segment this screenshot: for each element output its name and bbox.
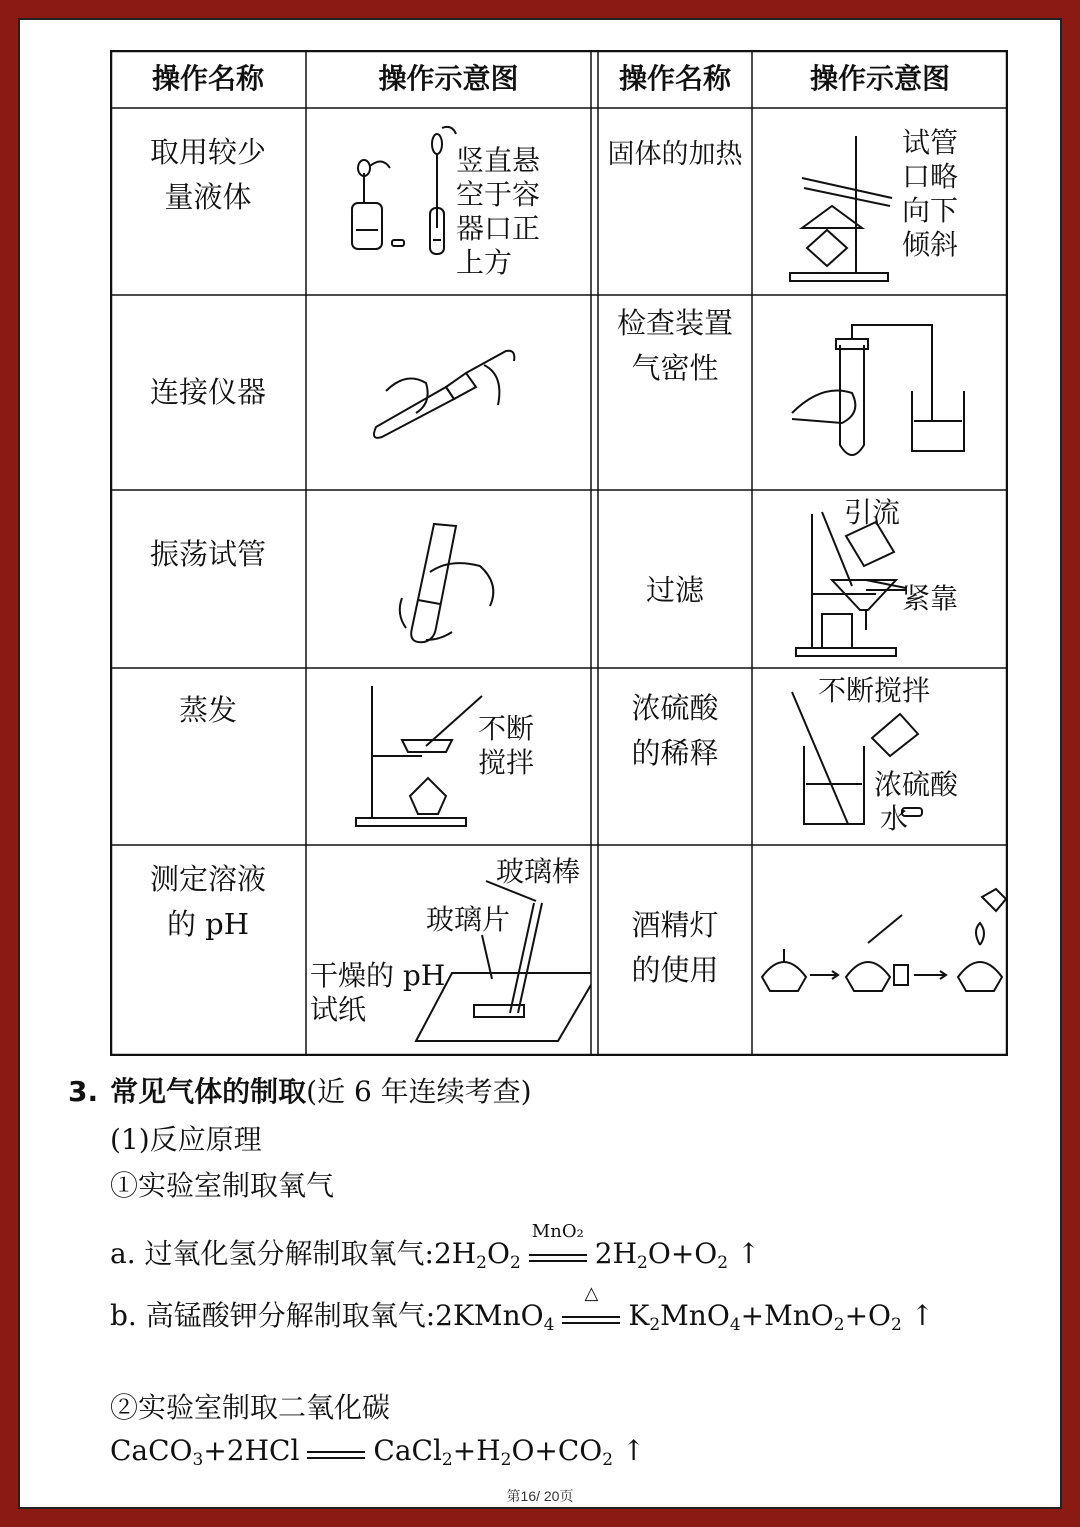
diagram-alcohol-lamp (752, 845, 1008, 1056)
label-glass-slide: 玻璃片 (426, 903, 511, 936)
label-guide-flow: 引流 (844, 496, 901, 529)
diagram-connect (306, 295, 591, 490)
label-conc-sulfuric: 浓硫酸 (874, 768, 959, 801)
eq-b-prefix: b. 高锰酸钾分解制取氧气: (110, 1299, 436, 1332)
label-close-contact: 紧靠 (902, 582, 959, 615)
op-shake-tube: 振荡试管 (149, 537, 266, 571)
airtight-illustration (752, 295, 1008, 490)
eq-a-arrow (529, 1220, 587, 1271)
dropper-illustration (306, 108, 591, 295)
eq-c-arrow (307, 1438, 365, 1468)
header-diagram-1: 操作示意图 (378, 62, 519, 96)
op-connect-apparatus: 连接仪器 (149, 375, 266, 410)
diagram-heat-solid (752, 108, 1008, 295)
eq-b-arrow (562, 1282, 620, 1333)
section3-note: (近 6 年连续考查) (306, 1075, 532, 1108)
diagram-evaporate (306, 668, 591, 845)
shake-tube-illustration (306, 490, 591, 668)
diagram-airtight (752, 295, 1008, 490)
equation-kmno4: b. 高锰酸钾分解制取氧气:2KMnO$_4$ △ $K_2MnO_4+MnO_2+O_2$ ↑ (110, 1282, 935, 1335)
lab-co2: ②实验室制取二氧化碳 (110, 1391, 391, 1424)
op-evaporate: 蒸发 (178, 693, 237, 727)
diagram-dilute (752, 668, 1008, 845)
header-operation-name-2: 操作名称 (618, 62, 731, 96)
eq-b-condition: △ (584, 1282, 599, 1304)
label-keep-stirring: 不断 搅拌 (478, 712, 535, 780)
header-diagram-2: 操作示意图 (809, 62, 950, 96)
diagram-take-liquid (306, 108, 591, 295)
connect-tube-illustration (306, 295, 591, 490)
section3-heading (68, 1070, 532, 1110)
eq-a-prefix: a. 过氧化氢分解制取氧气: (110, 1237, 434, 1270)
label-keep-stirring-2: 不断搅拌 (818, 674, 931, 707)
op-alcohol-lamp: 酒精灯 的使用 (631, 908, 719, 987)
label-tube-slant: 试管 口略 向下 倾斜 (902, 126, 959, 262)
lab-oxygen: ①实验室制取氧气 (110, 1169, 335, 1202)
equation-h2o2: a. 过氧化氢分解制取氧气$:2H_2O_2$ MnO₂ $2H_2O+O_2$ ↑ (110, 1220, 761, 1273)
operations-table (110, 50, 1008, 1056)
diagram-shake (306, 490, 591, 668)
diagram-ph (306, 845, 591, 1056)
op-dilute-sulfuric: 浓硫酸 的稀释 (631, 691, 719, 770)
label-vertical-above: 竖直悬 空于容 器口正 上方 (456, 144, 541, 280)
op-filter: 过滤 (645, 572, 704, 607)
eq-a-condition: MnO₂ (531, 1220, 584, 1242)
header-operation-name-1: 操作名称 (151, 62, 264, 96)
section3-number: 3. (68, 1075, 99, 1108)
diagram-filter (752, 490, 1008, 668)
section3-title: 常见气体的制取 (110, 1075, 307, 1108)
label-glass-rod: 玻璃棒 (496, 855, 581, 888)
op-heat-solid: 固体的加热 (607, 139, 743, 170)
op-take-liquid: 取用较少 量液体 (149, 135, 266, 214)
label-dry-ph-paper: 干燥的 pH 试纸 (310, 959, 446, 1027)
evaporate-illustration (306, 668, 591, 845)
reaction-principle: (1)反应原理 (110, 1123, 262, 1156)
op-check-airtight: 检查装置 气密性 (616, 306, 733, 385)
heating-stand-illustration (752, 108, 1008, 295)
equation-caco3: CaCO$_3$+2HCl $CaCl_2+H_2O+CO_2$ ↑ (110, 1434, 646, 1470)
op-measure-ph: 测定溶液 的 pH (149, 862, 266, 941)
page-number: 第16/ 20页 (506, 1488, 574, 1504)
alcohol-lamp-illustration (752, 845, 1008, 1056)
document-page (18, 18, 1062, 1509)
label-water: 水 (880, 802, 909, 835)
